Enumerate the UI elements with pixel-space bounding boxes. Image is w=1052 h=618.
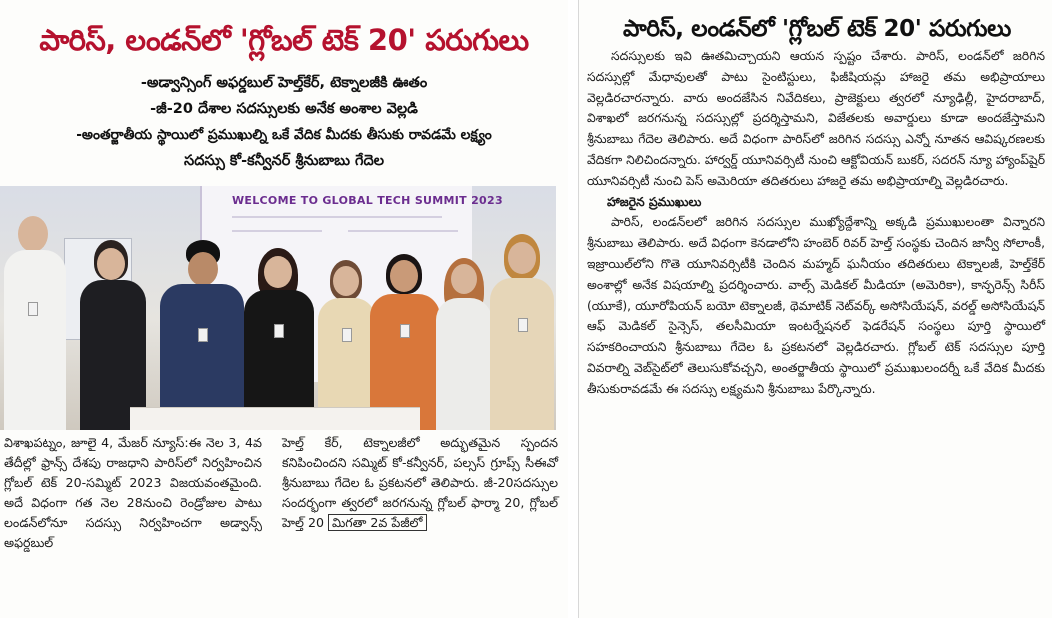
right-subheading: హాజరైన ప్రముఖులు xyxy=(607,194,702,209)
subhead-1: -అడ్వాన్సింగ్ అఫర్డబుల్ హెల్త్‌కేర్, టెక్నాలజీకి ఊతం xyxy=(140,75,428,91)
continued-box: మిగతా 2వ పేజీలో xyxy=(328,514,427,531)
person-5 xyxy=(318,260,376,430)
column-2-text: హెల్త్ కేర్, టెక్నాలజీలో అద్భుతమైన స్పందన కనిపించిందని సమ్మిట్ కో-కన్వీనర్, పల్సస్ గ్రూప్స్ సీఈవో శ్రీనుబాబు గేదెల ఓ ప్రకటనలో తెలిపారు. జీ-20సదస్సుల సందర్భంగా త్వరలో జరగనున్న గ్లోబల్ ఫార్మా 20, గ్లోబల్ హెల్త్ 20 మిగతా 2వ పేజీలో xyxy=(282,435,558,530)
person-2 xyxy=(78,240,148,430)
front-table xyxy=(130,407,420,430)
subhead-3: -అంతర్జాతీయ స్థాయిలో ప్రముఖుల్ని ఒకే వేదిక మీదకు తీసుకు రావడమే లక్ష్యం xyxy=(76,127,492,143)
left-headline: పారిస్, లండన్‌లో 'గ్లోబల్ టెక్ 20' పరుగులు xyxy=(39,23,529,57)
person-4 xyxy=(244,248,314,430)
right-body xyxy=(587,46,1045,400)
banner-rule xyxy=(232,216,442,218)
banner-rule xyxy=(232,230,322,232)
right-paragraph-1: సదస్సులకు ఇవి ఊతమిచ్చాయని ఆయన స్పష్టం చేశారు. పారిస్, లండన్‌లో జరిగిన సదస్సుల్లో మేధావులతో పాటు సైంటిస్టులు, ఫిజీషియన్లు హాజరై తమ అభిప్రాయాలు వెల్లడిరచారన్నారు. వారు అందజేసిన నివేదికలు, ప్రాజెక్టులు త్వరలో న్యూఢిల్లీ, హైదరాబాద్, విశాఖలో జరగనున్న సదస్సుల్లో ప్రదర్శిస్తామని, విజేతలకు అవార్డులు కూడా అందజేస్తామని శ్రీనుబాబు గేదెల తెలిపారు. అదే విధంగా పారిస్‌లో జరిగిన సదస్సు ఎన్నో నూతన ఆవిష్కరణలకు వేదికగా నిలిచిందన్నారు. హార్వర్డ్ యూనివర్సిటీ నుంచి ఆక్టోవియన్ బుకర్, సదరన్ న్యూ హ్యాంప్‌షైర్ యూనివర్సిటీ నుంచి పెస్ అమెరియా తదితరులు హాజరై తమ అభిప్రాయాల్ని వెల్లడిరచారు. xyxy=(587,49,1045,188)
person-7 xyxy=(436,258,492,430)
right-headline: పారిస్, లండన్‌లో 'గ్లోబల్ టెక్ 20' పరుగులు xyxy=(623,16,1011,42)
person-8 xyxy=(490,234,554,430)
group-photo xyxy=(0,186,556,430)
person-3 xyxy=(160,240,244,430)
left-column-1 xyxy=(4,433,262,552)
left-column-2 xyxy=(282,433,558,533)
subhead-4: సదస్సు కో-కన్వీనర్ శ్రీనుబాబు గేదెల xyxy=(184,153,384,169)
banner-title: WELCOME TO GLOBAL TECH SUMMIT 2023 xyxy=(232,194,503,207)
person-1 xyxy=(4,210,66,430)
banner-rule xyxy=(348,230,458,232)
person-6 xyxy=(370,254,440,430)
subhead-2: -జీ-20 దేశాల సదస్సులకు అనేక అంశాల వెల్లడి xyxy=(150,101,418,117)
right-paragraph-2: పారిస్, లండన్‌లలో జరిగిన సదస్సుల ముఖ్యోద్దేశాన్ని అక్కడి ప్రముఖులంతా విన్నారని శ్రీనుబాబు తెలిపారు. అదే విధంగా కెనడాలోని హంబెర్ రివర్ హెల్త్ సంస్థకు చెందిన జాన్వీ సోలాంకీ, ఇజ్రాయిల్‌లోని గొతె యూనివర్సిటీకి చెందిన మహ్మద్ ఘనీయం తదితరులు టెక్నాలజీ, హెల్త్‌కేర్ అంశాల్లో అనేక విషయాల్ని ప్రదర్శించారు. వాల్స్ మెడికల్ మీడియా (అమెరికా), కాన్ఫరెన్స్ సిరీస్ (యూకే), యూరోపియన్ బయో టెక్నాలజీ, థెమాటిక్ నెట్‌వర్క్ అసోసియేషన్, వరల్డ్ అసోసియేషన్ ఆఫ్ మెడికల్ సైన్సెస్, తలసీమియా ఇంటర్నేషనల్ ఫెడరేషన్ సంస్థలు పూర్తి స్థాయిలో సహకరించాయని శ్రీనుబాబు గేదెల ఓ ప్రకటనలో వెల్లడిరచారు. గ్లోబల్ టెక్ సదస్సుల పూర్తి వివరాల్ని వెబ్‌సైట్‌లో తెలుసుకోవచ్చని, అంతర్జాతీయ స్థాయిలో ప్రముఖులందర్నీ ఒకే వేదిక మీదకు తీసుకురావడమే ఈ సదస్సు లక్ష్యమని శ్రీనుబాబు పేర్కొన్నారు. xyxy=(587,215,1045,396)
column-1-text: విశాఖపట్నం, జూలై 4, మేజర్ న్యూస్:ఈ నెల 3, 4వ తేదీల్లో ఫ్రాన్స్ దేశపు రాజధాని పారిస్‌లో నిర్వహించిన గ్లోబల్ టెక్ 20-సమ్మిట్ 2023 విజయవంతమైంది. అదే విధంగా గత నెల 28నుంచి రెండ్రోజుల పాటు లండన్‌లోనూ సదస్సు నిర్వహించగా అడ్వాన్స్ అఫర్డబుల్ xyxy=(4,435,262,550)
right-article xyxy=(578,0,1052,618)
